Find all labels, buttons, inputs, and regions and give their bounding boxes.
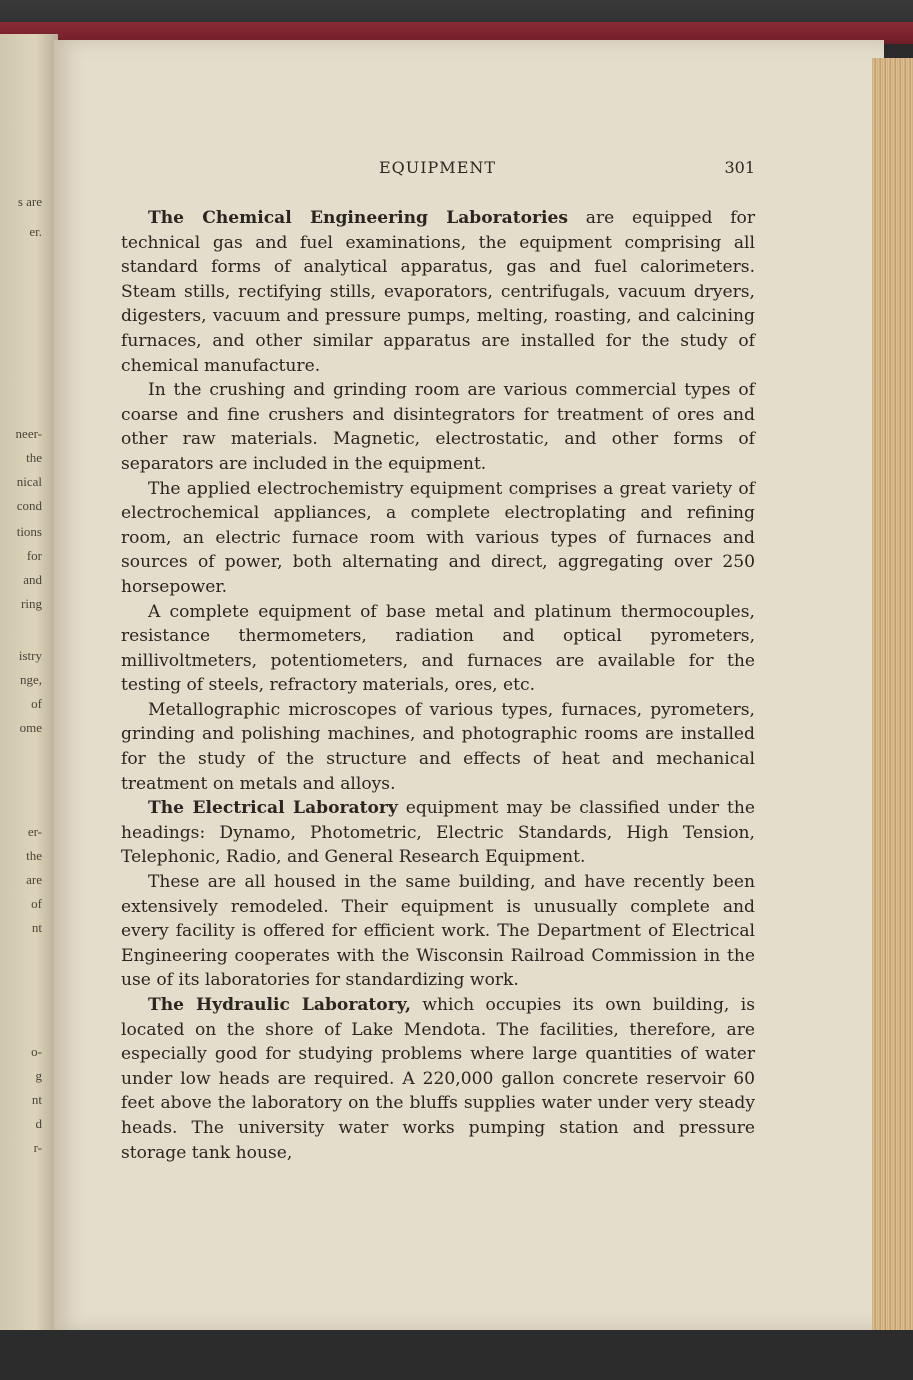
facing-page-fragment: o- (31, 1044, 42, 1059)
scan-background-bottom (0, 1330, 913, 1380)
page-number: 301 (724, 158, 755, 177)
paragraph-lead: The Hydraulic Laboratory, (148, 995, 411, 1015)
facing-page-fragment: are (26, 872, 42, 887)
paragraph-chemical-labs (121, 206, 755, 378)
facing-page-fragment: neer- (15, 426, 42, 441)
paragraph-electrical-facilities (121, 870, 755, 993)
facing-page-fragment: nt (31, 1092, 42, 1107)
body-text (121, 206, 755, 1165)
facing-page-fragment: istry (18, 648, 42, 663)
facing-page-fragment: er. (29, 224, 42, 239)
paragraph-pyrometry (121, 600, 755, 698)
paragraph-metallography (121, 698, 755, 796)
facing-page-fragment: ome (19, 720, 42, 735)
paragraph-text: The applied electrochemistry equipment comprises a great variety of electrochemical appliances, a complete electroplating and refining room, an electric furnace room with various types of furnaces and sources of power, both alternating and direct, aggregating over 250 horsepower. (121, 478, 755, 597)
facing-page-fragment: s are (17, 194, 42, 209)
facing-page-fragment: ring (21, 596, 42, 611)
running-header (120, 158, 755, 180)
facing-page-fragment: nical (16, 474, 42, 489)
paragraph-text: equipment may be classified under the headings: Dynamo, Photometric, Electric Standards, High Tension, Telephonic, Radio, and General Research Equipment. (121, 798, 756, 868)
facing-page-fragment: d (35, 1116, 42, 1131)
facing-page-edge (0, 34, 58, 1334)
facing-page-fragment: of (31, 696, 42, 711)
paragraph-text: which occupies its own building, is located on the shore of Lake Mendota. The facilities, therefore, are especially good for studying problems where large quantities of water under low heads are required. A 220,000 gallon concrete reservoir 60 feet above the laboratory on the bluffs supplies water under very steady heads. The university water works pumping station and pressure storage tank house, (121, 995, 756, 1163)
paragraph-hydraulic-lab (121, 993, 755, 1165)
facing-page-fragment: g (35, 1068, 42, 1083)
paragraph-crushing-room (121, 378, 755, 476)
paragraph-text: are equipped for technical gas and fuel examinations, the equipment comprising all standard forms of analytical apparatus, gas and fuel calorimeters. Steam stills, rectifying stills, evaporators, centrifugals, vacuum dryers, digesters, vacuum and pressure pumps, melting, roasting, and calcining furnaces, and other similar apparatus are installed for the study of chemical manufacture. (121, 208, 755, 376)
paragraph-text: In the crushing and grinding room are various commercial types of coarse and fine crushers and disintegrators for treatment of ores and other raw materials. Magnetic, electrostatic, and other forms of separators are included in the equipment. (121, 380, 755, 474)
facing-page-fragment: r- (33, 1140, 42, 1155)
facing-page-fragment: tions (16, 524, 42, 539)
facing-page-fragment: and (23, 572, 42, 587)
facing-page-fragment: er- (27, 824, 42, 839)
page-stack-edge (872, 58, 913, 1338)
paragraph-text: These are all housed in the same building, and have recently been extensively remodeled. Their equipment is unusually complete and every facility is offered for efficient work. The Department of Electrical Engineering cooperates with the Wisconsin Railroad Commission in the use of its laboratories for standardizing work. (121, 872, 755, 991)
paragraph-lead: The Electrical Laboratory (148, 798, 398, 819)
paragraph-electrochemistry (121, 477, 755, 600)
facing-page-fragment: for (26, 548, 42, 563)
paragraph-text: Metallographic microscopes of various types, furnaces, pyrometers, grinding and polishing machines, and photographic rooms are installed for the study of the structure and effects of heat and mechanical treatment on metals and alloys. (121, 699, 755, 794)
facing-page-fragment: the (26, 450, 42, 465)
facing-page-fragment: nt (31, 920, 42, 935)
facing-page-fragment: the (26, 848, 42, 863)
paragraph-lead: The Chemical Engineering Laboratories (148, 208, 569, 228)
facing-page-fragment: of (31, 896, 42, 911)
paragraph-text: A complete equipment of base metal and platinum thermocouples, resistance thermometers, radiation and optical pyrometers, millivoltmeters, potentiometers, and furnaces are available for the testing of steels, refractory materials, ores, etc. (121, 601, 755, 696)
page-title: EQUIPMENT (378, 158, 497, 177)
facing-page-fragment: nge, (19, 672, 42, 687)
paragraph-electrical-lab (121, 796, 755, 870)
facing-page-fragment: cond (16, 498, 42, 513)
